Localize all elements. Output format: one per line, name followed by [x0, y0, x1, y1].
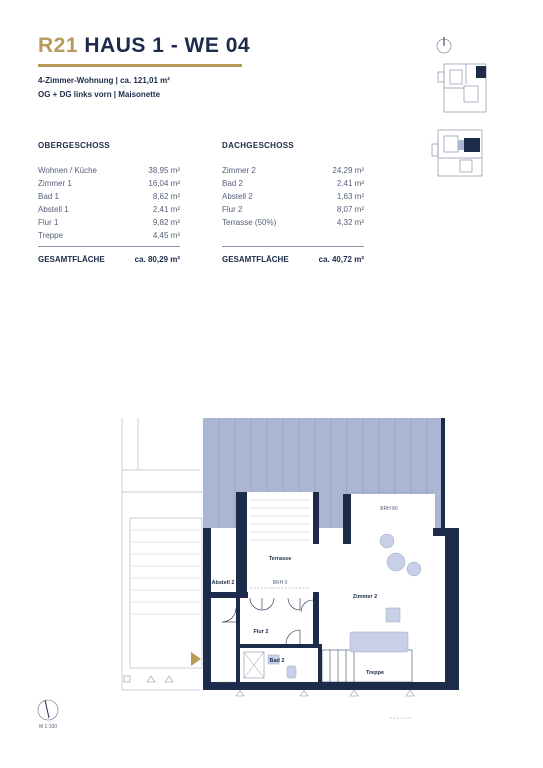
room-label: Bad 2 — [222, 179, 243, 188]
room-area: 9,82 m² — [152, 218, 180, 227]
dachgeschoss-heading: DACHGESCHOSS — [222, 141, 295, 150]
terrasse-area — [247, 492, 313, 590]
total-value: ca. 40,72 m² — [318, 255, 364, 264]
unit-location: OG + DG links vorn | Maisonette — [38, 90, 161, 99]
room-area: 8,62 m² — [152, 192, 180, 201]
room-label-zimmer2: Zimmer 2 — [352, 594, 378, 600]
room-label: Bad 1 — [38, 192, 59, 201]
room-area: 4,45 m² — [152, 231, 180, 240]
room-label-bad2: Bad 2 — [269, 658, 285, 664]
room-area: 4,32 m² — [336, 218, 364, 227]
unit-name: HAUS 1 - WE 04 — [84, 34, 251, 57]
room-area: 38,95 m² — [148, 166, 180, 175]
room-label-flur2: Flur 2 — [253, 629, 269, 635]
room-label: Abstell 1 — [38, 205, 69, 214]
room-area: 16,04 m² — [148, 179, 180, 188]
room-area: 2,41 m² — [152, 205, 180, 214]
room-label: Flur 1 — [38, 218, 59, 227]
room-label: Terrasse (50%) — [222, 218, 277, 227]
room-label: Zimmer 1 — [38, 179, 72, 188]
room-label: Abstell 2 — [222, 192, 253, 201]
room-label-treppe: Treppe — [365, 670, 385, 676]
room-label: Zimmer 2 — [222, 166, 256, 175]
room-label-abstell2: Abstell 2 — [211, 580, 235, 586]
room-label: Flur 2 — [222, 205, 243, 214]
room-area: 1,63 m² — [336, 192, 364, 201]
room-label: Treppe — [38, 231, 64, 240]
unit-code: R21 — [38, 34, 79, 57]
room-label: Wohnen / Küche — [38, 166, 98, 175]
unit-summary: 4-Zimmer-Wohnung | ca. 121,01 m² — [38, 76, 170, 85]
scale-label: M 1:100 — [39, 724, 58, 730]
room-area: 8,07 m² — [336, 205, 364, 214]
room-label-terrasse: Terrasse — [268, 556, 292, 562]
total-label: GESAMTFLÄCHE — [38, 255, 105, 264]
entrance-arrow-icon — [191, 652, 201, 666]
room-area: 2,41 m² — [336, 179, 364, 188]
total-label: GESAMTFLÄCHE — [222, 255, 289, 264]
obergeschoss-heading: OBERGESCHOSS — [38, 141, 111, 150]
total-value: ca. 80,29 m² — [134, 255, 180, 264]
room-label-brh80: BRH 80 — [380, 506, 398, 512]
north-arrow-icon — [36, 698, 60, 722]
room-label-brh0: BRH 0 — [272, 580, 288, 586]
room-area: 24,29 m² — [332, 166, 364, 175]
